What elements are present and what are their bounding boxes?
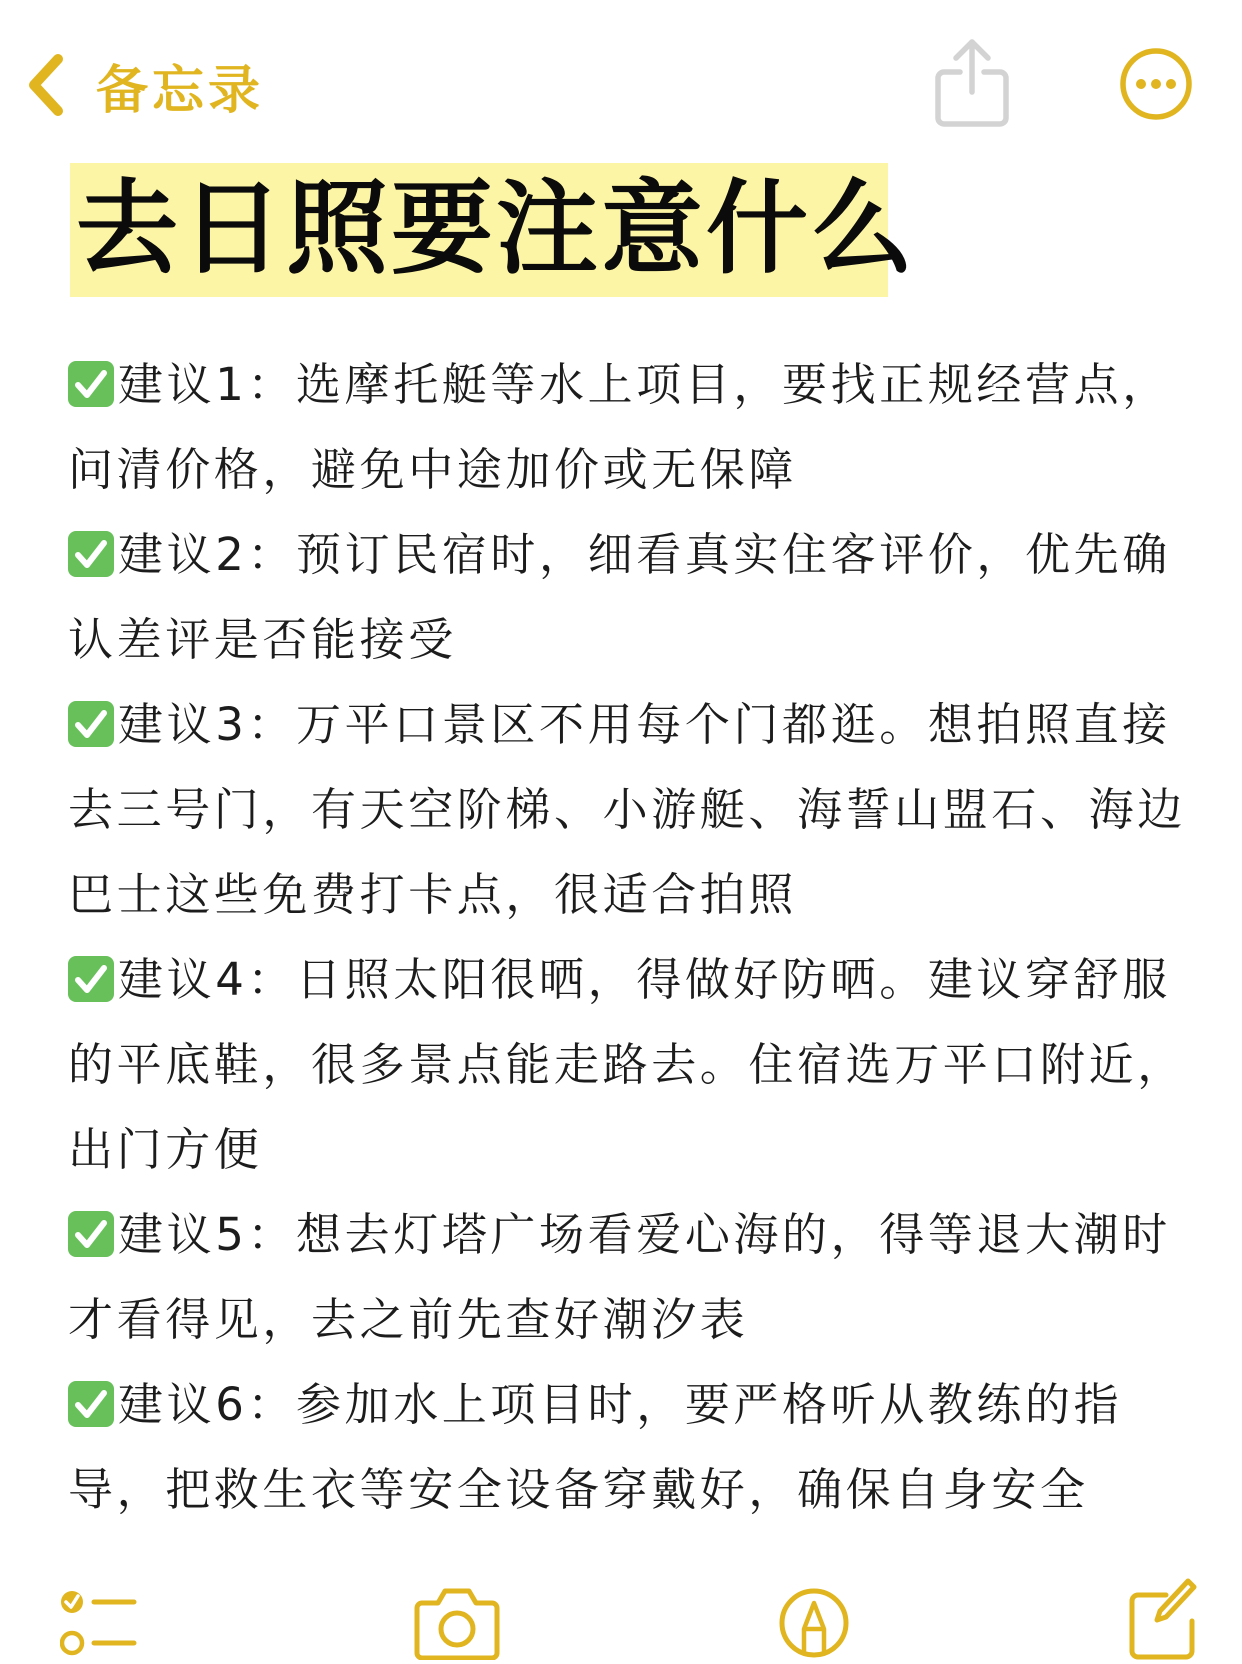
checklist-icon (60, 1585, 140, 1660)
note-title: 去日照要注意什么 (76, 170, 916, 289)
checkmark-icon (68, 1381, 114, 1427)
tip-text: 预订民宿时，细看真实住客评价，优先确认差评是否能接受 (68, 528, 1171, 666)
list-item (68, 512, 1186, 682)
camera-icon (414, 1581, 500, 1660)
markup-button[interactable] (778, 1585, 850, 1664)
tip-label: 建议2： (118, 528, 297, 581)
list-item (68, 937, 1186, 1192)
checkmark-icon (68, 361, 114, 407)
tip-label: 建议5： (118, 1208, 297, 1261)
share-icon (934, 36, 1010, 128)
more-icon (1118, 46, 1194, 122)
back-button[interactable] (26, 40, 264, 130)
chevron-left-icon (26, 53, 66, 117)
tip-label: 建议4： (118, 953, 297, 1006)
compose-button[interactable] (1128, 1573, 1198, 1664)
more-button[interactable] (1118, 46, 1194, 122)
tip-label: 建议3： (118, 698, 297, 751)
bottom-toolbar (0, 1585, 1242, 1660)
back-label: 备忘录 (96, 60, 265, 121)
tip-text: 参加水上项目时，要严格听从教练的指导，把救生衣等安全设备穿戴好，确保自身安全 (68, 1378, 1123, 1516)
note-body (68, 342, 1186, 1532)
checkmark-icon (68, 1211, 114, 1257)
share-button[interactable] (934, 36, 1010, 128)
tip-text: 选摩托艇等水上项目，要找正规经营点，问清价格，避免中途加价或无保障 (68, 358, 1171, 496)
list-item (68, 1362, 1186, 1532)
checkmark-icon (68, 701, 114, 747)
tip-text: 想去灯塔广场看爱心海的，得等退大潮时才看得见，去之前先查好潮汐表 (68, 1208, 1171, 1346)
checklist-button[interactable] (60, 1585, 140, 1664)
list-item (68, 1192, 1186, 1362)
list-item (68, 342, 1186, 512)
tip-text: 万平口景区不用每个门都逛。想拍照直接去三号门，有天空阶梯、小游艇、海誓山盟石、海边巴士这些免费打卡点，很适合拍照 (68, 698, 1186, 921)
checkmark-icon (68, 531, 114, 577)
compose-icon (1128, 1573, 1198, 1660)
list-item (68, 682, 1186, 937)
navigation-bar (0, 0, 1242, 150)
markup-pen-icon (778, 1585, 850, 1660)
tip-text: 日照太阳很晒，得做好防晒。建议穿舒服的平底鞋，很多景点能走路去。住宿选万平口附近，出门方便 (68, 953, 1186, 1176)
checkmark-icon (68, 956, 114, 1002)
camera-button[interactable] (414, 1581, 500, 1664)
tip-label: 建议6： (118, 1378, 297, 1431)
note-title-highlight (70, 163, 916, 297)
tip-label: 建议1： (118, 358, 297, 411)
